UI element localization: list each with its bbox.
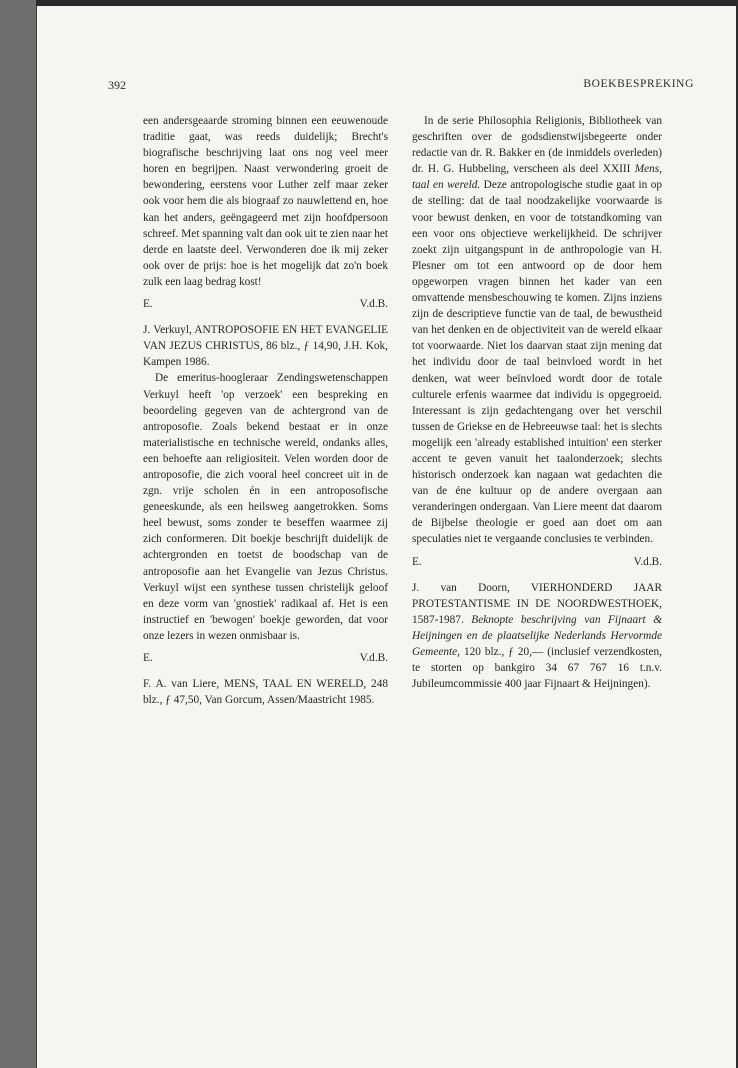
signature-initial: E. bbox=[412, 555, 422, 568]
book-reference-3 bbox=[412, 580, 662, 693]
review-van-liere bbox=[412, 113, 662, 548]
review-text: In de serie Philosophia Religionis, Bibliotheek van geschriften over de godsdienstwijsbegeerte onder redactie van dr. R. Bakker en (de inmiddels overleden) dr. H. G. Hubbeling, verscheen als deel XXIII bbox=[412, 115, 662, 176]
signature-author: V.d.B. bbox=[359, 652, 388, 664]
right-column bbox=[412, 113, 662, 692]
signature-initial: E. bbox=[143, 298, 153, 311]
section-title: BOEKBESPREKING bbox=[583, 78, 694, 90]
reference-text: 120 blz., ƒ 20,— (inclusief verzendkosten, te storten op bankgiro 34 67 767 16 t.n.v. Jubileumcommissie 400 jaar Fijnaart & Heijningen). bbox=[412, 646, 662, 691]
book-subtitle: Beknopte beschrijving van Fijnaart & Heijningen en de plaatselijke Nederlands Hervormde Gemeente, bbox=[412, 613, 662, 658]
signature-1 bbox=[143, 296, 388, 312]
book-reference-2: F. A. van Liere, MENS, TAAL EN WERELD, 248 blz., ƒ 47,50, Van Gorcum, Assen/Maastricht 1985. bbox=[143, 678, 388, 707]
review-verkuyl: De emeritus-hoogleraar Zendingswetenschappen Verkuyl heeft 'op verzoek' een bespreking en beoordeling gegeven van de achtergrond van de antroposofie. Zoals bekend bestaat er in onze materialistische en technische wereld, ondanks alles, een behoefte aan religiositeit. Velen worden door de antroposofie, die zich vooral heel concreet uit in de zgn. vrije scholen én in een antroposofische geneeskunde, als een heilsweg aangetrokken. Soms heel bewust, soms zonder te beseffen waarmee zij zich conformeren. Dit boekje beschrijft duidelijk de achtergronden en toetst de boodschap van de antroposofie aan het Evangelie van Jezus Christus. Verkuyl wijst een synthese tussen christelijk geloof en deze vorm van 'gnostiek' radikaal af. Het is een instructief en 'bewogen' boekje geworden, dat voor onze lezers in wezen onmisbaar is. bbox=[143, 372, 388, 642]
book-title: Mens, taal en wereld. bbox=[412, 163, 662, 192]
reference-text: J. van Doorn, VIERHONDERD JAAR PROTESTANTISME IN DE NOORDWESTHOEK, 1587-1987. bbox=[412, 581, 662, 626]
signature-initial: E. bbox=[143, 652, 153, 664]
review-text: Deze antropologische studie gaat in op de stelling: dat de taal noodzakelijke voorwaarde is voor bewust denken, en voor de totstandkoming van een voor ons objectieve werkelijkheid. De schrijver zoekt zijn uitgangspunt in de anthropologie van H. Plesner om tot een antwoord op de door hem opgeworpen vragen binnen het kader van een omvattende mensbeschouwing te komen. Zijns inziens zijn de descriptieve functie van de taal, de bewustheid van het denken en de objectiviteit van de wereld elkaar tot voorwaarde. Niet los daarvan staat zijn mening dat het individu door de taal beinvloed wordt in het denken, wat weer beïnvloed wordt door de totale culturele erfenis waarmee dat individu is opgegroeid. Interessant is zijn gedachtengang over het verschil tussen de Griekse en de Hebreeuwse taal: het is slechts mogelijk een 'already established intuition' een sterker accent te geven vanuit het taalonderzoek; slechts historisch onderzoek kan nagaan wat gedachten die van de éne kultuur op de andere overgaan aan veranderingen ondergaan. Van Liere meent dat daarom de Bijbelse theologie er goed aan doet om aan speculaties niet te vergaande conclusies te verbinden. bbox=[412, 179, 662, 546]
book-reference-1: J. Verkuyl, ANTROPOSOFIE EN HET EVANGELIE VAN JEZUS CHRISTUS, 86 blz., ƒ 14,90, J.H. Kok, Kampen 1986. bbox=[143, 324, 388, 369]
left-column bbox=[143, 113, 388, 708]
signature-author: V.d.B. bbox=[633, 555, 662, 568]
intro-paragraph: een andersgeaarde stroming binnen een eeuwenoude traditie gaat, was reeds duidelijk; Brecht's biografische beschrijving laat ons nog veel meer horen en begrijpen. Naast verwondering groeit de bewondering, eerstens voor Luther zelf maar zeker ook voor hem die als biograaf zo nauwlettend en, hoe kan het anders, geëngageerd met zijn hoofdpersoon schreef. Met spanning valt dan ook uit te zien naar het derde en laatste deel. Verwonderen doe ik mij zeker ook over de prijs: hoe is het mogelijk dat zo'n boek zulk een laag bedrag kost! bbox=[143, 115, 388, 288]
page-number: 392 bbox=[108, 78, 126, 92]
signature-author: V.d.B. bbox=[359, 298, 388, 311]
signature-2 bbox=[143, 650, 388, 666]
signature-3 bbox=[412, 554, 662, 570]
